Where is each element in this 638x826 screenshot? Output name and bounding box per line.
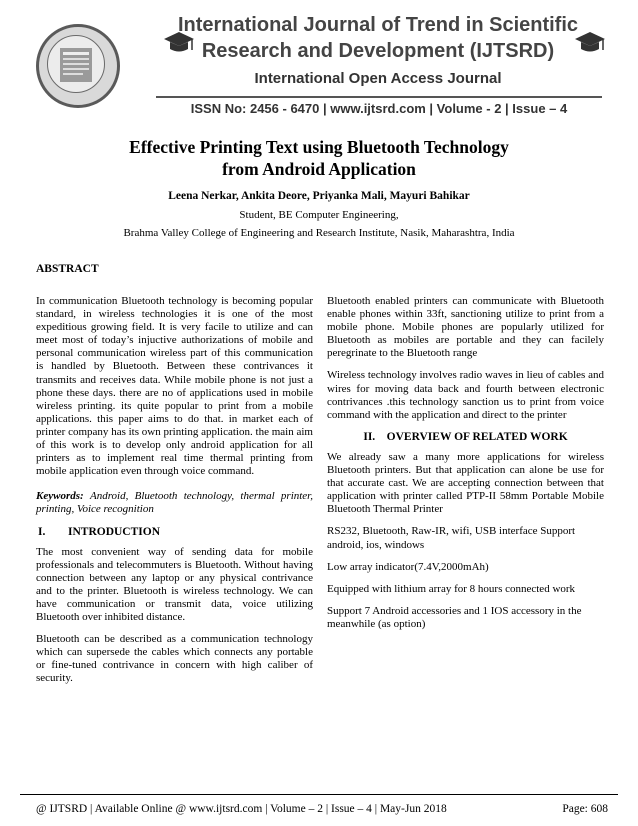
journal-seal-logo: [36, 24, 120, 108]
paragraph-wireless-technology: Wireless technology involves radio waves in lieu of cables and wires for moving data back and fourth between electronic contrivances .this technology sanction us to print from voice command with the application and direct to the printer: [327, 369, 604, 421]
author-list: Leena Nerkar, Ankita Deore, Priyanka Mali, Mayuri Bahikar: [168, 190, 470, 202]
paper-title-line2: from Android Application: [222, 159, 416, 179]
spec-lithium-battery: Equipped with lithium array for 8 hours connected work: [327, 582, 576, 595]
page-number: Page: 608: [562, 803, 608, 815]
section-title: OVERVIEW OF RELATED WORK: [386, 430, 568, 443]
left-column: [36, 295, 313, 695]
keywords-label: Keywords:: [36, 490, 84, 503]
abstract-text: In communication Bluetooth technology is becoming popular standard, in wireless technologies it is one of the most expeditious growing field. It is very facile to utilize and can meet most of today’s injuctive authorizations of mobile and personal communication wireless part of this communication is handled by Bluetooth. Between these contrivances it transmits and receives data. While mobile phone is not just a phone these days. there are no of applications used in mobile wireless printing. its quite popular to print from a mobile applications. this paper aims to do that. in market each of printer company has its own printing application. the main aim of this work is to develop only android application for all printers as to implement real time thermal printing from mobile application even through voice command.: [36, 295, 313, 478]
journal-header: [8, 4, 628, 120]
intro-paragraph-2: Bluetooth can be described as a communication technology which can supersede the cables which connects any portable or fine-tuned contrivance in concern with high caliber of security.: [36, 633, 313, 685]
footer-citation: @ IJTSRD | Available Online @ www.ijtsrd.com | Volume – 2 | Issue – 4 | May-Jun 2018: [36, 803, 447, 815]
paper-title-line1: Effective Printing Text using Bluetooth Technology: [129, 137, 509, 157]
section-heading-related-work: [327, 431, 604, 444]
intro-paragraph-1: The most convenient way of sending data for mobile professionals and telecommuters is Bluetooth. Without having connection between any laptop or any physical contrivance and to the printer. Bluetooth is wireless technology. We can have communication or transmit data, voice utilizing Bluetooth over inhibited distance.: [36, 545, 313, 624]
journal-title-line1: International Journal of Trend in Scientific: [177, 14, 579, 36]
section-number: I.: [38, 525, 46, 538]
abstract-heading: ABSTRACT: [36, 263, 99, 275]
page-footer: [20, 794, 618, 823]
issn-line: ISSN No: 2456 - 6470 | www.ijtsrd.com | Volume - 2 | Issue – 4: [156, 96, 602, 120]
section-title: INTRODUCTION: [68, 525, 161, 538]
paragraph-related-work: We already saw a many more applications for wireless Bluetooth printers. But that application can alone be use for that accurate cast. We are accepting connection between that application with printer called PTP-II 58mm Portable Mobile Bluetooth Thermal Printer: [327, 450, 604, 516]
spec-battery-indicator: Low array indicator(7.4V,2000mAh): [327, 560, 489, 573]
journal-title-line2: Research and Development (IJTSRD): [201, 40, 555, 62]
spec-interfaces: RS232, Bluetooth, Raw-IR, wifi, USB interface Support android, ios, windows: [327, 525, 576, 551]
right-column: [327, 295, 604, 640]
spec-accessories: Support 7 Android accessories and 1 IOS accessory in the meanwhile (as option): [327, 604, 582, 630]
keywords: [36, 490, 313, 516]
journal-subtitle: International Open Access Journal: [254, 70, 502, 87]
keywords-text: Android, Bluetooth technology, thermal printer, printing, Voice recognition: [36, 490, 313, 516]
section-heading-introduction: [36, 526, 313, 539]
section-number: II.: [363, 430, 376, 443]
affiliation-role: Student, BE Computer Engineering,: [239, 209, 399, 221]
affiliation-institution: Brahma Valley College of Engineering and Research Institute, Nasik, Maharashtra, India: [123, 227, 515, 239]
paragraph-bluetooth-printers: Bluetooth enabled printers can communicate with Bluetooth enable phones within 33ft, sanctioning utilize to print from a mobile phone. Mobile phones are popularly utilized for Bluetooth as mobiles are portable and they can facilely peregrinate to the Bluetooth range: [327, 295, 604, 360]
